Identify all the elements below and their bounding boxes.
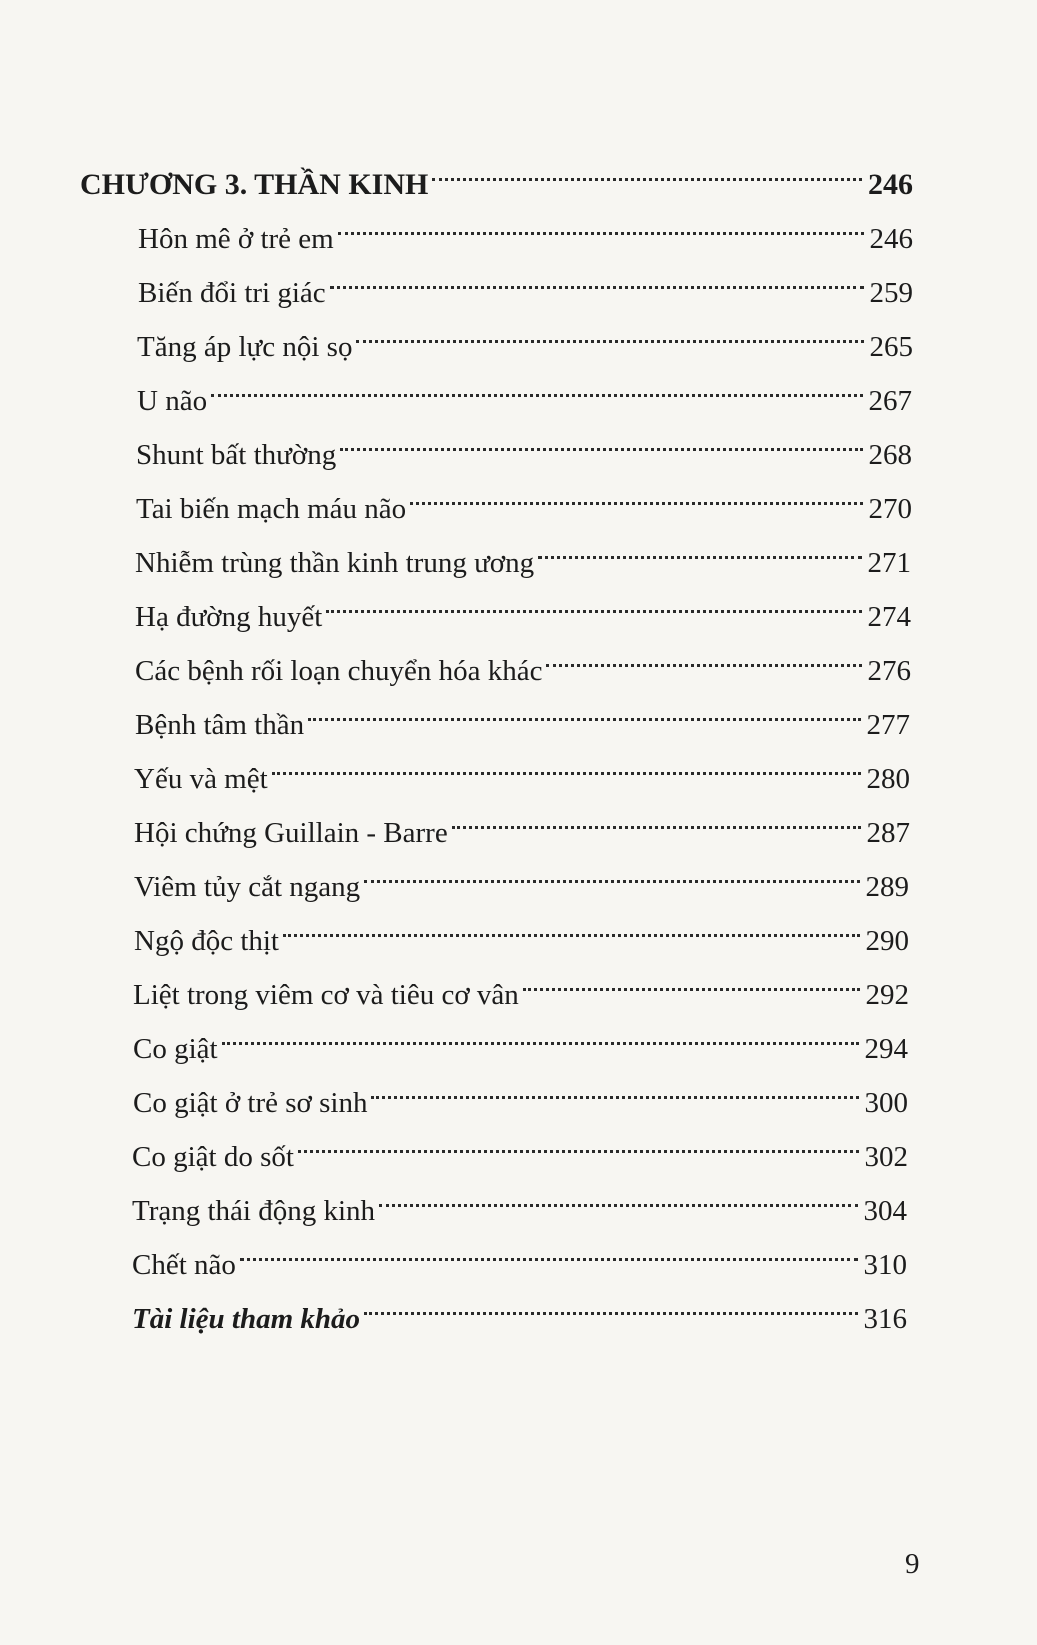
toc-chapter-heading <box>80 140 913 201</box>
entry-title: Hội chứng Guillain - Barre <box>134 817 448 849</box>
dot-leader <box>326 572 861 626</box>
dot-leader <box>364 1274 857 1328</box>
toc-entry <box>133 1004 908 1065</box>
toc-entry <box>138 248 913 309</box>
toc-entry <box>136 410 912 471</box>
dot-leader <box>546 626 861 680</box>
dot-leader <box>432 140 862 194</box>
toc-entry <box>134 734 910 795</box>
dot-leader <box>379 1166 857 1220</box>
entry-page-number: 277 <box>866 709 910 741</box>
dot-leader <box>340 410 862 464</box>
dot-leader <box>523 950 860 1004</box>
entry-page-number: 274 <box>867 601 911 633</box>
entry-title: Biến đổi tri giác <box>138 277 326 309</box>
toc-entry <box>134 896 909 957</box>
entry-title: Hạ đường huyết <box>135 601 323 633</box>
toc-entry <box>133 1058 908 1119</box>
entry-page-number: 268 <box>868 439 912 471</box>
toc-entry <box>135 626 911 687</box>
entry-page-number: 267 <box>868 385 912 417</box>
entry-title: Ngộ độc thịt <box>134 925 279 957</box>
entry-page-number: 280 <box>866 763 910 795</box>
table-of-contents <box>0 140 1037 1335</box>
entry-page-number: 287 <box>866 817 910 849</box>
entry-page-number: 302 <box>864 1141 908 1173</box>
toc-entry <box>135 518 911 579</box>
entry-title: U não <box>137 385 208 417</box>
entry-title: Viêm tủy cắt ngang <box>134 871 361 903</box>
toc-entry <box>132 1166 907 1227</box>
entry-title: Nhiễm trùng thần kinh trung ương <box>135 547 535 579</box>
entry-page-number: 276 <box>867 655 911 687</box>
dot-leader <box>240 1220 858 1274</box>
toc-entry <box>137 302 913 363</box>
entry-page-number: 294 <box>864 1033 908 1065</box>
entry-title: Co giật do sốt <box>132 1141 294 1173</box>
entry-title: Liệt trong viêm cơ và tiêu cơ vân <box>133 979 519 1011</box>
dot-leader <box>452 788 861 842</box>
dot-leader <box>308 680 860 734</box>
toc-entry <box>137 356 912 417</box>
toc-entry <box>134 842 909 903</box>
entry-page-number: 300 <box>864 1087 908 1119</box>
entry-page-number: 259 <box>869 277 913 309</box>
toc-entry <box>133 950 909 1011</box>
entry-title: Bệnh tâm thần <box>135 709 305 741</box>
entry-page-number: 304 <box>863 1195 907 1227</box>
entry-page-number: 270 <box>868 493 912 525</box>
references-page-number: 316 <box>863 1303 907 1335</box>
dot-leader <box>272 734 861 788</box>
dot-leader <box>338 194 864 248</box>
chapter-title: CHƯƠNG 3. THẦN KINH <box>80 168 429 201</box>
entry-title: Trạng thái động kinh <box>132 1195 376 1227</box>
dot-leader <box>410 464 862 518</box>
entry-title: Chết não <box>132 1249 236 1281</box>
entry-page-number: 292 <box>865 979 909 1011</box>
dot-leader <box>364 842 859 896</box>
dot-leader <box>371 1058 858 1112</box>
entry-title: Tăng áp lực nội sọ <box>137 331 353 363</box>
entry-page-number: 290 <box>865 925 909 957</box>
entry-title: Co giật <box>133 1033 218 1065</box>
entry-title: Shunt bất thường <box>136 439 337 471</box>
entry-title: Yếu và mệt <box>134 763 268 795</box>
entry-page-number: 265 <box>869 331 913 363</box>
entry-page-number: 246 <box>869 223 913 255</box>
entry-title: Hôn mê ở trẻ em <box>138 223 334 255</box>
toc-entry <box>134 788 910 849</box>
entry-page-number: 310 <box>863 1249 907 1281</box>
dot-leader <box>356 302 863 356</box>
toc-entry <box>135 680 910 741</box>
dot-leader <box>298 1112 859 1166</box>
entry-title: Co giật ở trẻ sơ sinh <box>133 1087 368 1119</box>
page-number: 9 <box>905 1548 920 1580</box>
toc-references <box>132 1274 907 1335</box>
entry-page-number: 289 <box>865 871 909 903</box>
entry-title: Tai biến mạch máu não <box>136 493 407 525</box>
chapter-page-number: 246 <box>868 168 913 201</box>
toc-entry <box>135 572 911 633</box>
entry-page-number: 271 <box>867 547 911 579</box>
references-title: Tài liệu tham khảo <box>132 1303 361 1335</box>
toc-entry <box>132 1112 908 1173</box>
toc-entry <box>136 464 912 525</box>
toc-entry <box>138 194 913 255</box>
dot-leader <box>222 1004 859 1058</box>
dot-leader <box>211 356 862 410</box>
dot-leader <box>283 896 860 950</box>
entry-title: Các bệnh rối loạn chuyển hóa khác <box>135 655 543 687</box>
dot-leader <box>330 248 864 302</box>
dot-leader <box>538 518 861 572</box>
toc-entry <box>132 1220 907 1281</box>
